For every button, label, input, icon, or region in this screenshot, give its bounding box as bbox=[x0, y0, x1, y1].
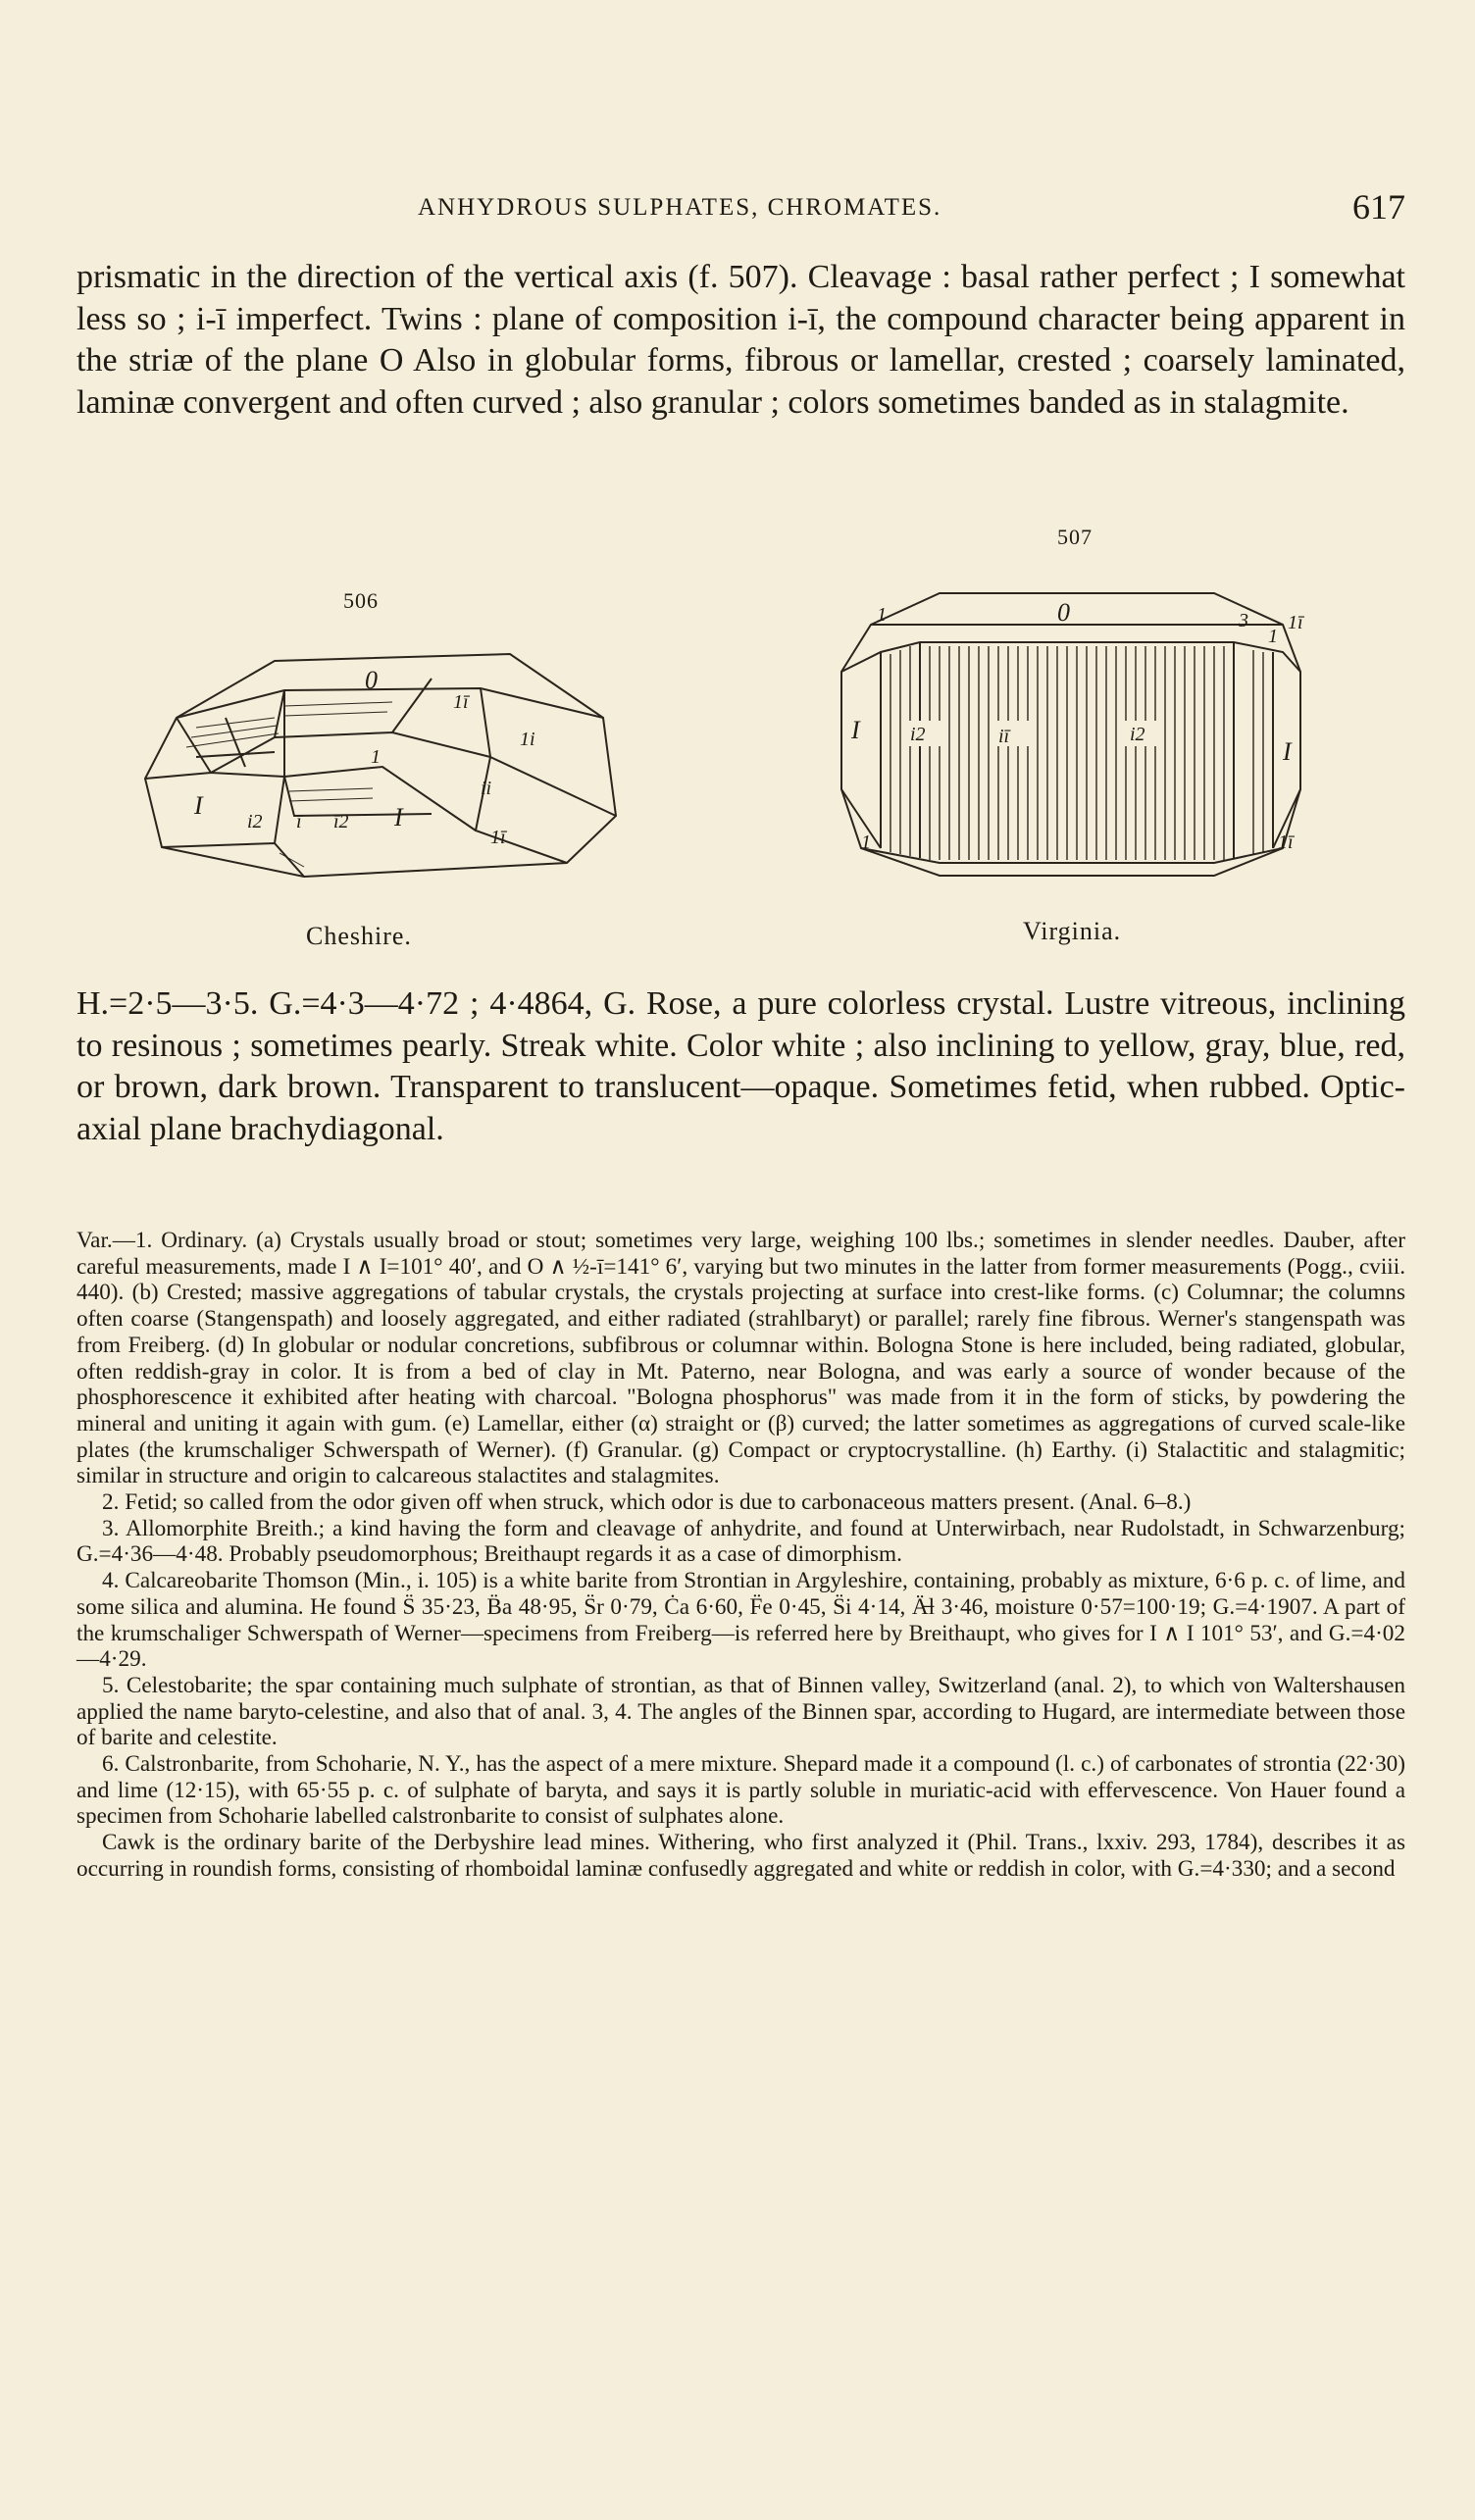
fig507-label-2: I bbox=[1283, 737, 1292, 766]
fig506-label-7: ī bbox=[296, 811, 302, 832]
varieties-section bbox=[76, 1228, 1405, 1883]
lead-paragraph: prismatic in the direction of the vertical axis (f. 507). Cleavage : basal rather perfect ; I somewhat less so ; i-ī imperfect. Twins : plane of composition i-ī, the compound character being apparent in the striæ of the plane O Also in globular forms, fibrous or lamellar, crested ; coarsely laminated, laminæ convergent and often curved ; also granular ; colors sometimes banded as in stalagmite. bbox=[76, 259, 1405, 421]
variety-4-calcareobarite: 4. Calcareobarite Thomson (Min., i. 105) is a white barite from Strontian in Argyleshire, containing, probably as mixture, 6·6 p. c. of lime, and some silica and alumina. He found S̈ 35·23, B̈a 48·95, S̈r 0·79, Ċa 6·60, F̈e 0·45, S̈i 4·14, Ä̶l 3·46, moisture 0·57=100·19; G.=4·1907. A part of the krumschaliger Schwerspath of Werner—specimens from Freiberg—is referred here by Breithaupt, who gives for I ∧ I 101° 53′, and G.=4·02—4·29. bbox=[76, 1568, 1405, 1673]
variety-6-calstronbarite: 6. Calstronbarite, from Schoharie, N. Y., has the aspect of a mere mixture. Shepard made it a compound (l. c.) of carbonates of strontia (22·30) and lime (12·15), with 65·55 p. c. of sulphate of baryta, and says it is partly soluble in muriatic-acid with effervescence. Von Hauer found a specimen from Schoharie labelled calstronbarite to consist of sulphates alone. bbox=[76, 1751, 1405, 1830]
fig506-label-0: 0 bbox=[365, 666, 378, 694]
fig507-label-1: I bbox=[851, 716, 860, 744]
figure-506 bbox=[137, 588, 647, 961]
fig506-label-10: 1ī bbox=[490, 827, 506, 848]
figure-507-number: 507 bbox=[1057, 525, 1093, 549]
fig506-label-2: I bbox=[394, 803, 403, 832]
fig506-label-3: 1ī bbox=[453, 691, 469, 713]
variety-5-celestobarite: 5. Celestobarite; the spar containing much sulphate of strontian, as that of Binnen valley, Switzerland (anal. 2), to which von Waltershausen applied the name baryto-celestine, and also that of anal. 3, 4. The angles of the Binnen spar, according to Hugard, are intermediate between those of barite and celestite. bbox=[76, 1672, 1405, 1751]
fig507-label-11: 1 bbox=[861, 832, 871, 853]
figure-507-crystal-drawing bbox=[822, 564, 1342, 897]
figure-507-caption: Virginia. bbox=[1023, 917, 1122, 945]
page-header bbox=[76, 186, 1405, 235]
fig506-label-9: 1 bbox=[371, 746, 381, 768]
fig507-label-7: 1ī bbox=[1288, 612, 1303, 633]
fig507-label-10: 1ī bbox=[1278, 832, 1294, 853]
fig507-label-3: i2 bbox=[910, 724, 926, 745]
page-number: 617 bbox=[1352, 187, 1405, 227]
variety-1-ordinary: Var.—1. Ordinary. (a) Crystals usually broad or stout; sometimes very large, weighing 100 lbs.; sometimes in slender needles. Dauber, after careful measurements, made I ∧ I=101° 40′, and O ∧ ½-ī=141° 6′, varying but two minutes in the latter from former measurements (Pogg., cviii. 440). (b) Crested; massive aggregations of tabular crystals, the crystals projecting at surface into crest-like forms. (c) Columnar; the columns often coarse (Stangenspath) and loosely aggregated, and either radiated (strahlbaryt) or parallel; rarely fine fibrous. Werner's stangenspath was from Freiberg. (d) In globular or nodular concretions, subfibrous or columnar within. Bologna Stone is here included, being radiated, globular, often reddish-gray in color. It is from a bed of clay in Mt. Paterno, near Bologna, and was early a source of wonder because of the phosphorescence it exhibited after heating with charcoal. "Bologna phosphorus" was made from it in the form of sticks, by powdering the mineral and uniting it again with gum. (e) Lamellar, either (α) straight or (β) curved; the latter sometimes as aggregations of curved scale-like plates (the krumschaliger Schwerspath of Werner). (f) Granular. (g) Compact or cryptocrystalline. (h) Earthy. (i) Stalactitic and stalagmitic; similar in structure and origin to calcareous stalactites and stalagmites. bbox=[76, 1228, 1405, 1489]
fig506-label-1: I bbox=[194, 791, 203, 820]
fig506-label-4: ii bbox=[481, 778, 492, 799]
figure-506-caption: Cheshire. bbox=[306, 922, 412, 950]
fig507-label-4: iī bbox=[998, 726, 1010, 747]
properties-paragraph: H.=2·5—3·5. G.=4·3—4·72 ; 4·4864, G. Rose, a pure colorless crystal. Lustre vitreous, inclining to resinous ; sometimes pearly. Streak white. Color white ; also inclining to yellow, gray, blue, red, or brown, dark brown. Transparent to translucent—opaque. Sometimes fetid, when rubbed. Optic-axial plane brachydiagonal. bbox=[76, 985, 1405, 1147]
figure-506-crystal-drawing bbox=[137, 620, 647, 933]
fig507-label-5: i2 bbox=[1130, 724, 1145, 745]
running-head: ANHYDROUS SULPHATES, CHROMATES. bbox=[418, 194, 942, 221]
fig507-label-0: 0 bbox=[1057, 598, 1070, 627]
fig506-label-5: 1i bbox=[520, 729, 535, 750]
cawk-paragraph: Cawk is the ordinary barite of the Derbyshire lead mines. Withering, who first analyzed it (Phil. Trans., lxxiv. 293, 1784), describes it as occurring in roundish forms, consisting of rhomboidal laminæ confusedly aggregated and white or reddish in color, with G.=4·330; and a second bbox=[76, 1830, 1405, 1882]
figure-507 bbox=[822, 525, 1342, 956]
fig507-label-8: 1 bbox=[1268, 626, 1278, 647]
fig507-label-9: 3 bbox=[1239, 610, 1248, 631]
variety-3-allomorphite: 3. Allomorphite Breith.; a kind having the form and cleavage of anhydrite, and found at Unterwirbach, near Rudolstadt, in Schwarzenburg; G.=4·36—4·48. Probably pseudomorphous; Breithaupt regards it as a case of dimorphism. bbox=[76, 1515, 1405, 1568]
fig507-label-6: 1 bbox=[877, 604, 887, 626]
figure-506-number: 506 bbox=[343, 588, 379, 613]
variety-2-fetid: 2. Fetid; so called from the odor given off when struck, which odor is due to carbonaceous matters present. (Anal. 6–8.) bbox=[102, 1489, 1192, 1516]
fig506-label-6: i2 bbox=[247, 811, 263, 832]
fig506-label-8: ī2 bbox=[333, 811, 349, 832]
